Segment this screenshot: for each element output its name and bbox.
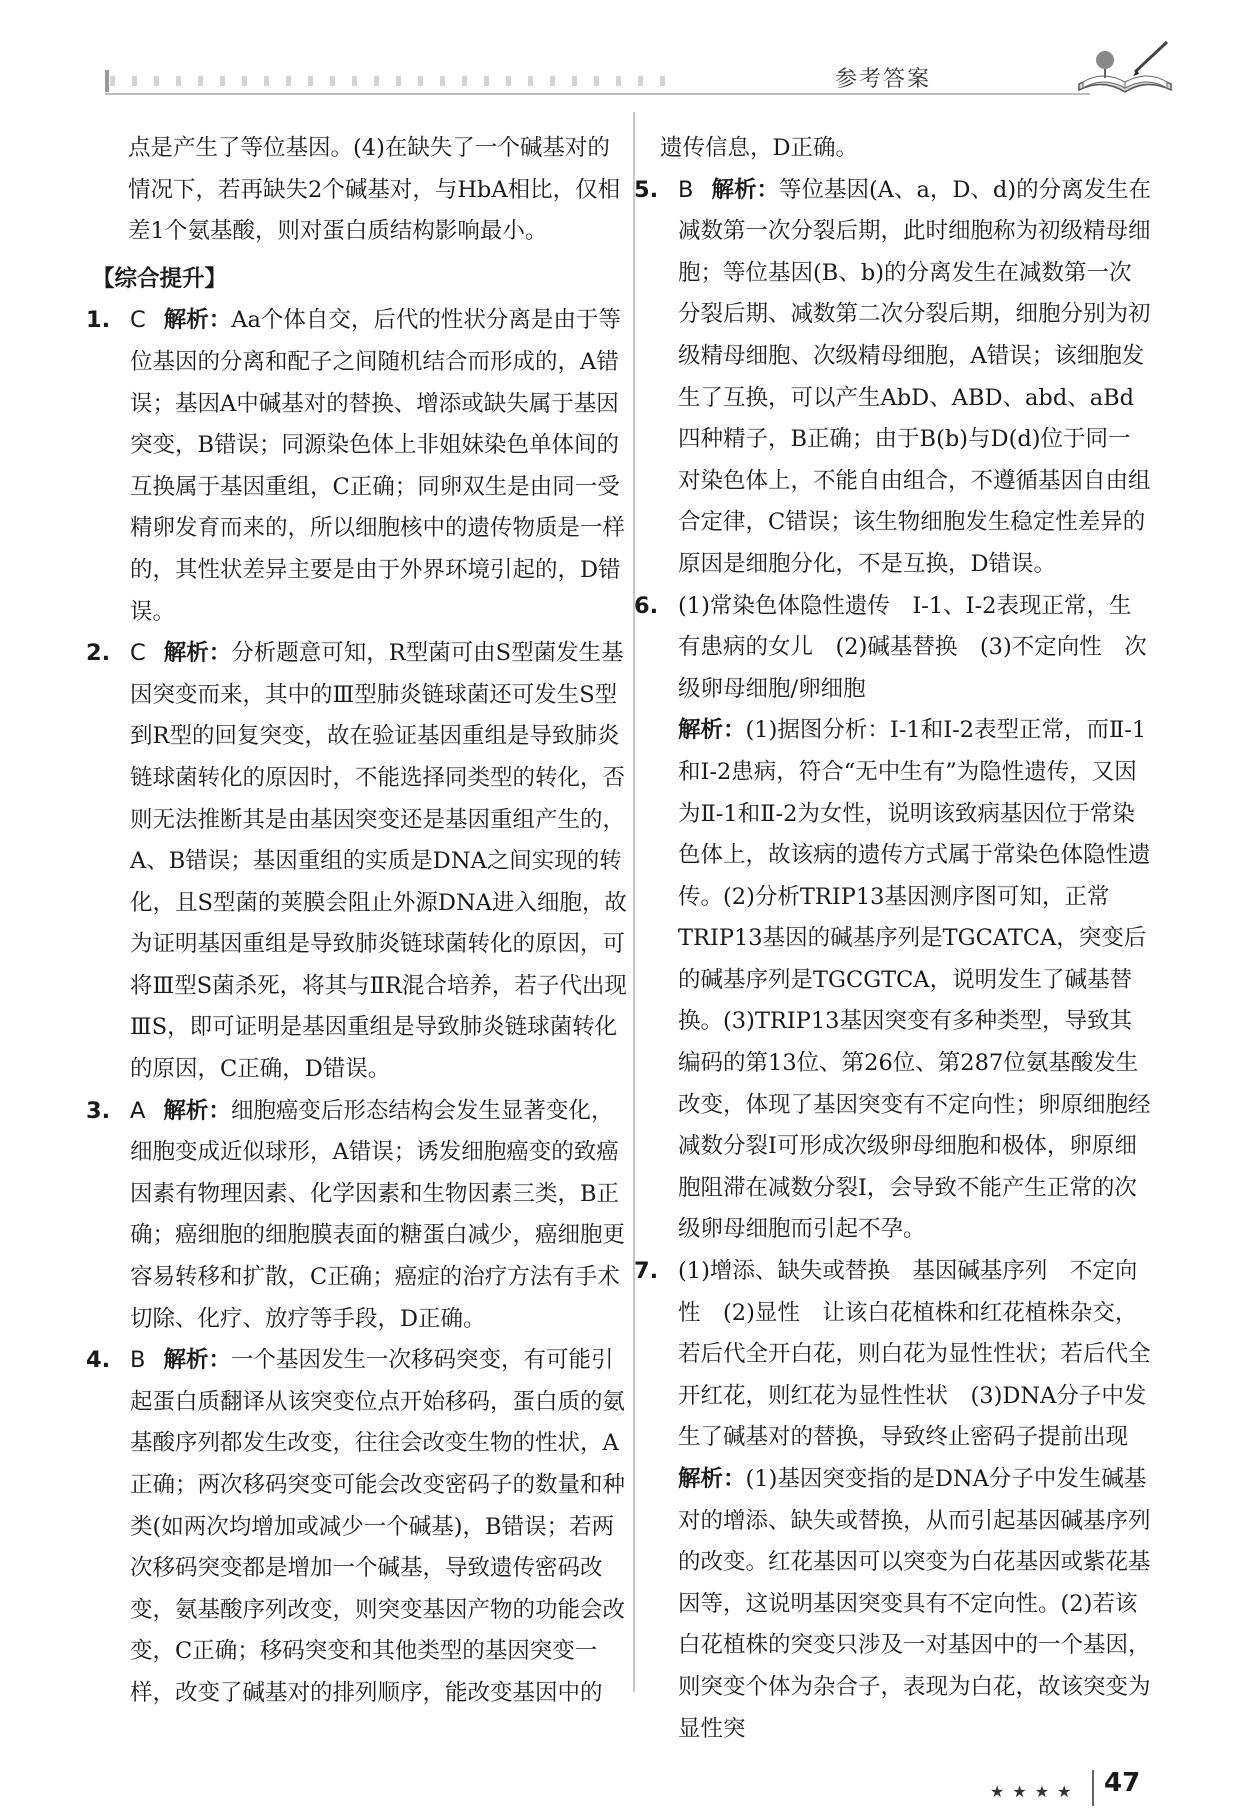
analysis-label: 解析： bbox=[163, 1097, 231, 1124]
header-rule bbox=[105, 93, 1090, 95]
item-number: 7. bbox=[634, 1258, 659, 1285]
item-answer: B bbox=[678, 176, 694, 203]
book-pen-icon bbox=[1075, 36, 1175, 98]
item-answer-text: (1)增添、缺失或替换 基因碱基序列 不定向性 (2)显性 让该白花植株和红花植株杂交，若后代全开白花，则白花为显性性状；若后代全开红花，则红花为显性性状 (3)DNA分子中发生了碱基对的替换，导致终止密码子提前出现 bbox=[678, 1258, 1151, 1451]
analysis-label: 解析： bbox=[711, 176, 779, 203]
analysis-block bbox=[678, 710, 1152, 1251]
section-title: 【综合提升】 bbox=[92, 265, 228, 292]
analysis-label: 解析： bbox=[163, 640, 232, 667]
item-number: 5. bbox=[634, 176, 659, 203]
item-number: 4. bbox=[86, 1347, 111, 1374]
item-answer-text: (1)常染色体隐性遗传 Ⅰ-1、Ⅰ-2表现正常，生有患病的女儿 (2)碱基替换 (3)不定向性 次级卵母细胞/卵细胞 bbox=[678, 592, 1147, 702]
analysis-label: 解析： bbox=[678, 717, 746, 744]
answer-item-5 bbox=[634, 170, 1152, 586]
page-number: 47 bbox=[1104, 1768, 1141, 1798]
item-answer: A bbox=[130, 1097, 146, 1124]
right-column bbox=[634, 128, 1152, 1750]
item-answer: C bbox=[130, 640, 146, 667]
page-header bbox=[0, 0, 1250, 115]
analysis-block bbox=[678, 1459, 1152, 1750]
analysis-label: 解析： bbox=[678, 1466, 746, 1492]
answer-item-4 bbox=[86, 1340, 632, 1714]
header-marker bbox=[105, 70, 109, 92]
analysis-label: 解析： bbox=[163, 1347, 231, 1374]
item-answer: C bbox=[130, 307, 146, 334]
footer-divider bbox=[1092, 1770, 1094, 1806]
analysis-text: Aa个体自交，后代的性状分离是由于等位基因的分离和配子之间随机结合而形成的，A错误；基因A中碱基对的替换、增添或缺失属于基因突变，B错误；同源染色体上非姐妹染色单体间的互换属于基因重组，C正确；同卵双生是由同一受精卵发育而来的，所以细胞核中的遗传物质是一样的，其性状差异主要是由于外界环境引起的，D错误。 bbox=[130, 307, 626, 625]
answer-item-1 bbox=[86, 300, 632, 633]
item-number: 1. bbox=[86, 307, 111, 334]
item-answer: B bbox=[130, 1347, 146, 1374]
answer-item-6 bbox=[634, 586, 1152, 1252]
analysis-text: 细胞癌变后形态结构会发生显著变化，细胞变成近似球形，A错误；诱发细胞癌变的致癌因素有物理因素、化学因素和生物因素三类，B正确；癌细胞的细胞膜表面的糖蛋白减少，癌细胞更容易转移和扩散，C正确；癌症的治疗方法有手术切除、化疗、放疗等手段，D正确。 bbox=[130, 1097, 626, 1332]
header-title: 参考答案 bbox=[835, 67, 932, 92]
item-number: 3. bbox=[86, 1097, 111, 1124]
continued-text: 遗传信息，D正确。 bbox=[660, 135, 859, 161]
answer-item-3 bbox=[86, 1091, 632, 1341]
analysis-text: 等位基因(A、a，D、d)的分离发生在减数第一次分裂后期，此时细胞称为初级精母细胞；等位基因(B、b)的分离发生在减数第一次分裂后期、减数第二次分裂后期，细胞分别为初级精母细胞、次级精母细胞，A错误；该细胞发生了互换，可以产生AbD、ABD、abd、aBd四种精子，B正确；由于B(b)与D(d)位于同一对染色体上，不能自由组合，不遵循基因自由组合定律，C错误；该生物细胞发生稳定性差异的原因是细胞分化，不是互换，D错误。 bbox=[678, 176, 1152, 577]
analysis-text: 分析题意可知，R型菌可由S型菌发生基因突变而来，其中的Ⅲ型肺炎链球菌还可发生S型到R型的回复突变，故在验证基因重组是导致肺炎链球菌转化的原因时，不能选择同类型的转化，否则无法推断其是由基因突变还是基因重组产生的，A、B错误；基因重组的实质是DNA之间实现的转化，且S型菌的荚膜会阻止外源DNA进入细胞，故为证明基因重组是导致肺炎链球菌转化的原因，可将Ⅲ型S菌杀死，将其与ⅡR混合培养，若子代出现ⅢS，即可证明是基因重组是导致肺炎链球菌转化的原因，C正确，D错误。 bbox=[130, 640, 627, 1083]
analysis-text: 一个基因发生一次移码突变，有可能引起蛋白质翻译从该突变位点开始移码，蛋白质的氨基酸序列都发生改变，往往会改变生物的性状，A正确；两次移码突变可能会改变密码子的数量和种类(如两次均增加或减少一个碱基)，B错误；若两次移码突变都是增加一个碱基，导致遗传密码改变，氨基酸序列改变，则突变基因产物的功能会改变，C正确；移码突变和其他类型的基因突变一样，改变了碱基对的排列顺序，能改变基因中的 bbox=[130, 1347, 626, 1706]
analysis-text: (1)基因突变指的是DNA分子中发生碱基对的增添、缺失或替换，从而引起基因碱基序列的改变。红花基因可以突变为白花基因或紫花基因等，这说明基因突变具有不定向性。(2)若该白花植株的突变只涉及一对基因中的一个基因，则突变个体为杂合子，表现为白花，故该突变为显性突 bbox=[678, 1466, 1151, 1742]
analysis-text: (1)据图分析：Ⅰ-1和Ⅰ-2表型正常，而Ⅱ-1和Ⅰ-2患病，符合“无中生有”为隐性遗传，又因为Ⅱ-1和Ⅱ-2为女性，说明该致病基因位于常染色体上，故该病的遗传方式属于常染色体隐性遗传。(2)分析TRIP13基因测序图可知，正常TRIP13基因的碱基序列是TGCATCA，突变后的碱基序列是TGCGTCA，说明发生了碱基替换。(3)TRIP13基因突变有多种类型，导致其编码的第13位、第26位、第287位氨基酸发生改变，体现了基因突变有不定向性；卵原细胞经减数分裂Ⅰ可形成次级卵母细胞和极体，卵原细胞阻滞在减数分裂Ⅰ，会导致不能产生正常的次级卵母细胞而引起不孕。 bbox=[678, 717, 1151, 1243]
answer-item-2 bbox=[86, 633, 632, 1091]
difficulty-stars: ★★★★ bbox=[990, 1782, 1080, 1801]
item-number: 6. bbox=[634, 592, 659, 619]
answer-item-7 bbox=[634, 1251, 1152, 1750]
header-dots bbox=[110, 76, 670, 86]
analysis-label: 解析： bbox=[163, 307, 232, 334]
intro-text: 点是产生了等位基因。(4)在缺失了一个碱基对的情况下，若再缺失2个碱基对，与HbA相比，仅相差1个氨基酸，则对蛋白质结构影响最小。 bbox=[128, 135, 621, 245]
item-number: 2. bbox=[86, 640, 111, 667]
left-column bbox=[86, 128, 632, 1715]
column-divider bbox=[633, 112, 635, 1692]
